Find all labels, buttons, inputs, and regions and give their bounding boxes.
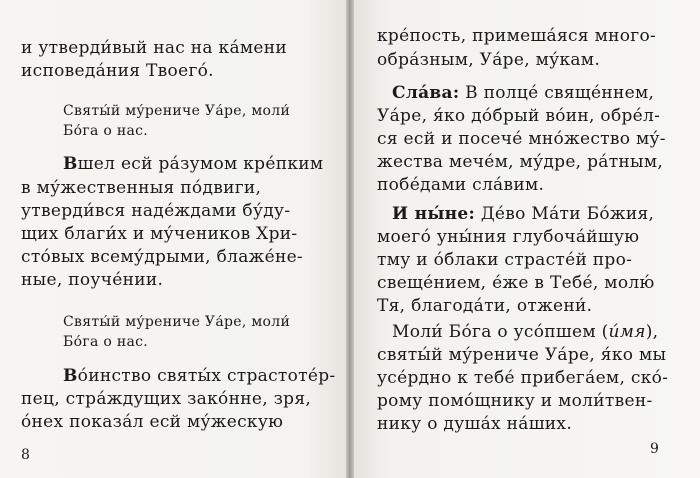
text-span: Де́во Ма́ти Бо́жия,	[475, 204, 655, 224]
book-gutter	[346, 0, 354, 478]
right-page	[354, 0, 700, 478]
text-line: ные, поуче́нии.	[21, 270, 164, 290]
refrain-line: Бо́га о нас.	[63, 334, 148, 350]
text-line: щих благи́х и му́чеников Хри-	[21, 224, 298, 244]
text-span: Моли́ Бо́га о усо́пшем (	[392, 322, 609, 342]
text-line: о́нех показа́л есй му́жескую	[21, 412, 284, 432]
text-line: кре́пость, примеша́яся много-	[377, 26, 657, 46]
text-line: свеще́нием, е́же в Тебе́, молю́	[377, 273, 655, 293]
text-line	[392, 83, 654, 103]
rubric-label: Сла́ва:	[392, 83, 460, 103]
text-line: Тя, благода́ти, отжени́.	[377, 296, 593, 316]
text-span: В полце́ свяще́ннем,	[459, 83, 655, 103]
text-line	[63, 154, 323, 174]
text-line: и утверди́вый нас на ка́мени	[21, 38, 288, 58]
text-line: утверди́вся наде́ждами бу́ду-	[21, 201, 291, 221]
text-line: сто́вых всему́дрыми, блаже́не-	[21, 247, 303, 267]
refrain-line: Бо́га о нас.	[63, 123, 148, 139]
text-line	[63, 366, 335, 386]
text-line: ся есй и посече́ мно́жество му́-	[377, 129, 666, 149]
rubric-label: И ны́не:	[392, 204, 476, 224]
text-line	[392, 204, 654, 224]
text-line: обра́зным, Уа́ре, му́кам.	[377, 50, 601, 70]
name-placeholder: и́мя	[608, 322, 646, 342]
text-line	[392, 322, 658, 342]
text-line: в му́жественныя по́двиги,	[21, 178, 262, 198]
text-line: святы́й му́рениче Уа́ре, я́ко мы	[377, 345, 667, 365]
text-line: Уа́ре, я́ко до́брый во́ин, обре́л-	[377, 106, 661, 126]
refrain-line: Святы́й му́рениче Уа́ре, моли́	[63, 103, 291, 119]
text-line: исповеда́ния Твоего́.	[21, 61, 214, 81]
page-number: 9	[650, 441, 659, 457]
text-span: о́инство святы́х страстоте́р-	[77, 366, 336, 386]
initial-letter: В	[63, 154, 78, 174]
initial-letter: В	[63, 366, 78, 386]
text-line: побе́дами сла́вим.	[377, 175, 545, 195]
text-line: тму и о́блаки страсте́й про-	[377, 250, 633, 270]
page-number: 8	[21, 447, 30, 463]
text-span: ),	[645, 322, 659, 342]
text-line: моего́ уны́ния глубоча́йшую	[377, 227, 640, 247]
text-line: усе́рдно к тебе́ прибега́ем, ско́-	[377, 368, 669, 388]
left-page	[0, 0, 346, 478]
refrain-line: Святы́й му́рениче Уа́ре, моли́	[63, 314, 291, 330]
text-line: рому помо́щнику и моли́твен-	[377, 391, 653, 411]
text-line: пец, стра́ждущих зако́нне, зря,	[21, 389, 312, 409]
text-span: шел есй ра́зумом кре́пким	[77, 154, 324, 174]
text-line: нику о душа́х на́ших.	[377, 414, 573, 434]
text-line: жества мече́м, му́дре, ра́тным,	[377, 152, 664, 172]
